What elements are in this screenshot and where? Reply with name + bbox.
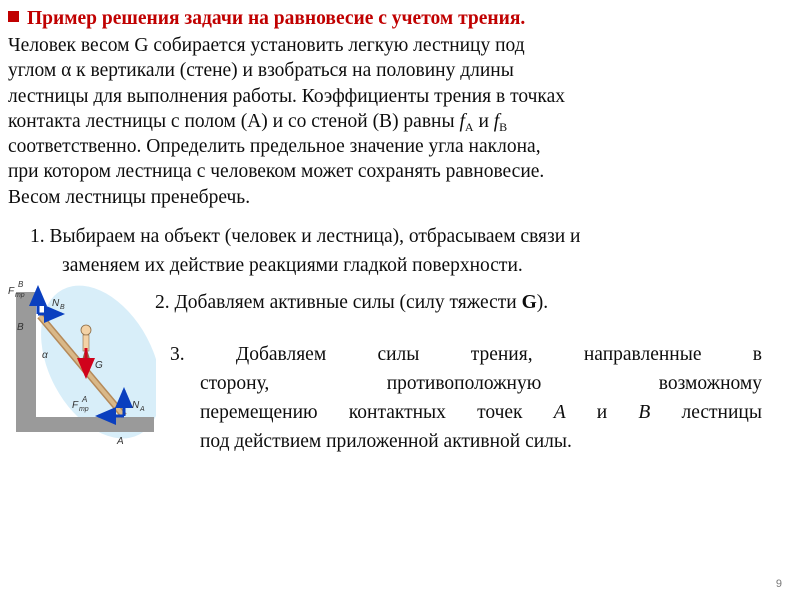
label-f: F xyxy=(72,400,79,411)
step-3-line xyxy=(170,340,762,369)
word: и xyxy=(596,402,608,423)
label-n-sub: A xyxy=(140,406,145,413)
person-head xyxy=(81,325,91,335)
word: 3. xyxy=(170,344,185,365)
word: направленные xyxy=(583,344,702,365)
problem-statement xyxy=(8,33,565,210)
step-3-last-line: под действием приложенной активной силы. xyxy=(200,431,572,452)
label-point-a: A xyxy=(117,436,124,447)
step-2 xyxy=(155,292,548,314)
symbol-sub: B xyxy=(499,119,508,134)
problem-line: Весом лестницы пренебречь. xyxy=(8,186,251,208)
label-point-b: B xyxy=(17,322,24,333)
step-1-line: 1. Выбираем на объект (человек и лестница), отбрасываем связи и xyxy=(30,226,581,247)
problem-line: лестницы для выполнения работы. Коэффициенты трения в точках xyxy=(8,85,565,107)
step-2-bold: G xyxy=(521,292,537,313)
word: в xyxy=(752,344,762,365)
label-f: F xyxy=(8,286,15,297)
word: контактных xyxy=(348,402,446,423)
word: противоположную xyxy=(386,373,542,394)
word: трения, xyxy=(470,344,533,365)
label-g: G xyxy=(95,360,103,371)
word: B xyxy=(638,402,651,423)
symbol-f: f xyxy=(459,110,465,132)
ladder-figure xyxy=(6,272,156,450)
word: возможному xyxy=(658,373,762,394)
label-b-super: B xyxy=(18,280,24,289)
label-tr: тр xyxy=(79,406,89,413)
step-2-text: 2. Добавляем активные силы (силу тяжести xyxy=(155,292,522,313)
word: силы xyxy=(377,344,420,365)
symbol-sub: A xyxy=(464,119,474,134)
label-n: N xyxy=(132,400,140,411)
step-3-line xyxy=(200,427,762,456)
label-a-super: A xyxy=(82,395,88,404)
problem-text: контакта лестницы с полом (A) и со стеной (B) равны xyxy=(8,110,460,132)
step-1-line: заменяем их действие реакциями гладкой поверхности. xyxy=(62,255,523,276)
label-n-sub: B xyxy=(60,304,65,311)
label-alpha: α xyxy=(42,350,48,361)
step-3-line xyxy=(200,369,762,398)
problem-line: соответственно. Определить предельное значение угла наклона, xyxy=(8,136,541,158)
word: A xyxy=(553,402,566,423)
slide-title xyxy=(8,8,525,30)
step-2-text: ). xyxy=(536,292,549,313)
page-number: 9 xyxy=(775,578,782,590)
problem-line-coefficients xyxy=(8,109,565,134)
word: точек xyxy=(477,402,523,423)
bullet-square-icon xyxy=(8,11,19,22)
title-text: Пример решения задачи на равновесие с учетом трения. xyxy=(27,8,526,29)
word: лестницы xyxy=(681,402,762,423)
problem-line: при котором лестница с человеком может сохранять равновесие. xyxy=(8,161,545,183)
label-tr: тр xyxy=(15,292,25,299)
step-3 xyxy=(170,340,762,456)
problem-text: и xyxy=(473,110,494,132)
word: перемещению xyxy=(200,402,318,423)
label-n: N xyxy=(52,298,60,309)
step-3-line xyxy=(200,398,762,427)
word: сторону, xyxy=(200,373,270,394)
problem-line: углом α к вертикали (стене) и взобраться на половину длины xyxy=(8,60,514,82)
word: Добавляем xyxy=(235,344,327,365)
symbol-f: f xyxy=(493,110,500,132)
problem-line: Человек весом G собирается установить легкую лестницу под xyxy=(8,35,525,56)
